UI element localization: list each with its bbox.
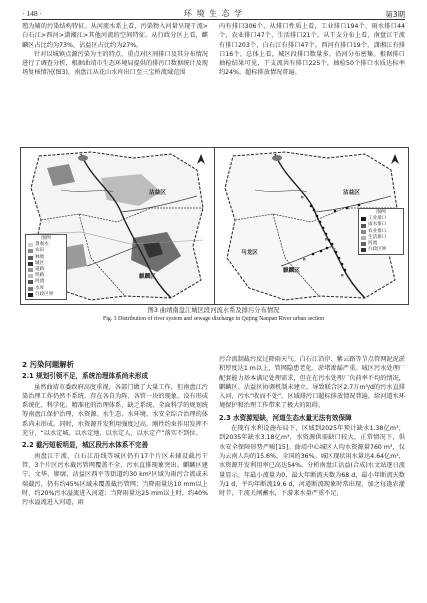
sewage-outlet-map	[214, 147, 409, 305]
map-legend	[25, 234, 67, 300]
paragraph: 内有排口306个，从排口性质上看，工业排口194个，雨水排口44个，农业排口47个，生活排口21个。从干支分布上看，南盘江干流有排口203个，白石江有排口47个，西河有排口19个，潇湘江有排口16个。总体上看，城区段排口数量多，沿河分布密集。根据排口抽检结果可见，干支流共有排口225个，抽检50个排口水质达标率约24%，超标排放情况普遍。	[219, 23, 405, 77]
legend-swatch	[361, 217, 366, 221]
legend-title: 图例	[376, 210, 386, 215]
subsection-heading: 2.1 规划引领不足，系统治理体系尚未形成	[22, 372, 149, 381]
subsection-heading: 2.2 截污短板明显，城区段污水体系不完善	[22, 441, 149, 450]
district-label: 麒麟区	[139, 274, 156, 280]
legend-swatch	[28, 249, 33, 253]
figure-caption-en: Fig. 3 Distribution of river system and sewage discharge in Qujing Nanpan River urban section	[103, 316, 324, 322]
district-label: 沾益区	[343, 190, 360, 196]
journal-title: 环 境 生 态 学	[183, 9, 244, 18]
legend-label: 河流	[35, 279, 45, 285]
legend-swatch	[28, 256, 33, 260]
map-legend	[358, 208, 404, 255]
legend-swatch	[28, 274, 33, 278]
legend-label: 农田	[35, 248, 45, 254]
header-rule	[22, 19, 405, 20]
legend-label: 城区	[35, 260, 45, 266]
legend-title: 图例	[41, 235, 51, 241]
legend-swatch	[361, 248, 366, 252]
legend-label: 景观水	[35, 242, 49, 248]
legend-label: 河流	[368, 241, 378, 247]
text-column-bottom-left	[22, 355, 208, 507]
legend-label: 水库	[35, 285, 45, 291]
subsection-heading: 2.3 水资源短缺，河道生态水量无法有效保障	[219, 413, 352, 422]
legend-label: 雨水排口	[368, 222, 387, 228]
legend-swatch	[361, 236, 366, 240]
legend-label: 农业排口	[368, 228, 387, 234]
text-column-top-right	[219, 22, 405, 78]
paragraph: 针对以城镇点源污染为主的特点，重点对区间排口及其分布情况进行了调查分析，根据曲靖市生态环境局提供的排污口数据统计及现场复核情况(图3)，南盘江从花山水库出口至三宝桥流域范围	[22, 50, 208, 77]
paragraph: 殖为辅的污染结构特征。从河流水系上看，污染物入河量呈现干流>白石江>西河>潇湘江>其他河流的空间特征。从行政分区上看，麒麟区占比约为73%，沾益区占比约为27%。	[22, 23, 208, 49]
text-column-bottom-right	[219, 355, 405, 498]
legend-swatch	[28, 268, 33, 272]
legend-swatch	[28, 287, 33, 291]
paragraph: 虽然曲靖市委政府高度重视，各部门做了大量工作，但南盘江污染治理工作仍然不系统，存在各自为阵、各管一块的现象，没有形成系统化、科学化、精准化的治理体系，缺乏系统、全面科学的规划统筹南盘江保护治理，水资源、水生态、水环境、水安全综合治理的体系尚未形成。同时，水资源开发利用强度过高，刚性约束作用发挥不充分，“以水定城、以水定地、以水定人、以水定产”落实不到位。	[22, 383, 208, 438]
section-heading: 2 污染问题解析	[22, 360, 75, 369]
legend-label: 道路	[35, 266, 45, 272]
page-number: · 148 ·	[22, 9, 42, 18]
legend-label: 行政区界	[368, 247, 387, 253]
issue-number: 第3期	[385, 10, 405, 19]
legend-label: 林地	[35, 254, 45, 260]
legend-label: 生活排口	[368, 234, 387, 240]
district-label: 麒麟区	[283, 268, 300, 274]
paragraph: 在现有水利设施布局下，区域到2025年预计缺水1.38亿m³，到2035年缺水3.18亿m³，水资源供需缺口较大，正常情况下，供水安全保障形势严峻[15]。曲靖中心城区人均水资源量760 m³，仅为云南人均的15.6%、全国的36%。城区现状用水量达4.64亿m³，水资源开发利用率已高达54%。分析南盘江沾益(合成)水文站逐日流量显示，年最小流量为0，最大年断流天数为68 d，最小年断流天数为1 d，平均年断流19.6 d，河道断流现象时常出现，加之每逢农灌时节，干流关闸蓄水，下游来水量严重不足，	[219, 425, 405, 498]
legend-swatch	[361, 242, 366, 246]
legend-label: 铁路	[35, 273, 45, 279]
legend-item	[361, 247, 401, 253]
figure-caption-cn: 图3 曲靖南盘江城区段河流水系及排污分布情况	[147, 307, 280, 314]
legend-swatch	[28, 243, 33, 247]
legend-label: 行政区界	[35, 291, 54, 297]
legend-swatch	[361, 224, 366, 228]
legend-label: 工业排口	[368, 216, 387, 222]
legend-swatch	[28, 262, 33, 266]
legend-swatch	[28, 280, 33, 284]
district-label: 沾益区	[149, 190, 166, 196]
text-column-top-left	[22, 22, 208, 78]
legend-swatch	[28, 293, 33, 297]
district-label: 马龙区	[241, 250, 258, 256]
paragraph: 南盘江干流、白石江沿线等城区仍有17个片区未辅设截污干管，3个片区污水截污管网覆盖不全，污水直排现象突出。麒麟区建宁、文华、廖廓、沾益区西平等街道约30 km²区域为雨污合流或未端截污，仍有约45%区域未覆盖截污管网；当降雨量达10 mm以上时，约20%污水溢流进入河道；当降雨量达25 mm以上时，约40%污水溢流进入河道，雨	[22, 452, 208, 507]
paragraph: 污合流制截污反过降雨天气。白石江沿岸、紫云路等节点管网泥泥淤积厚度达1 m以上，管网隐患老化、淤堵渗漏严重。城区污水处理厂配套能力基本满足处理需求，但在在污水处理厂负荷率不均的情况，麒麟区、沾益区协调机制未建立，导致联合区2.7万m³/d的污水直排入河，污水“收而不处”。区域排污口超标排放情况普遍，给河道水环境保护和治理工作带来了极大的阻碍。	[219, 356, 405, 410]
legend-swatch	[361, 230, 366, 234]
river-system-map	[20, 147, 215, 305]
legend-item	[28, 292, 64, 298]
